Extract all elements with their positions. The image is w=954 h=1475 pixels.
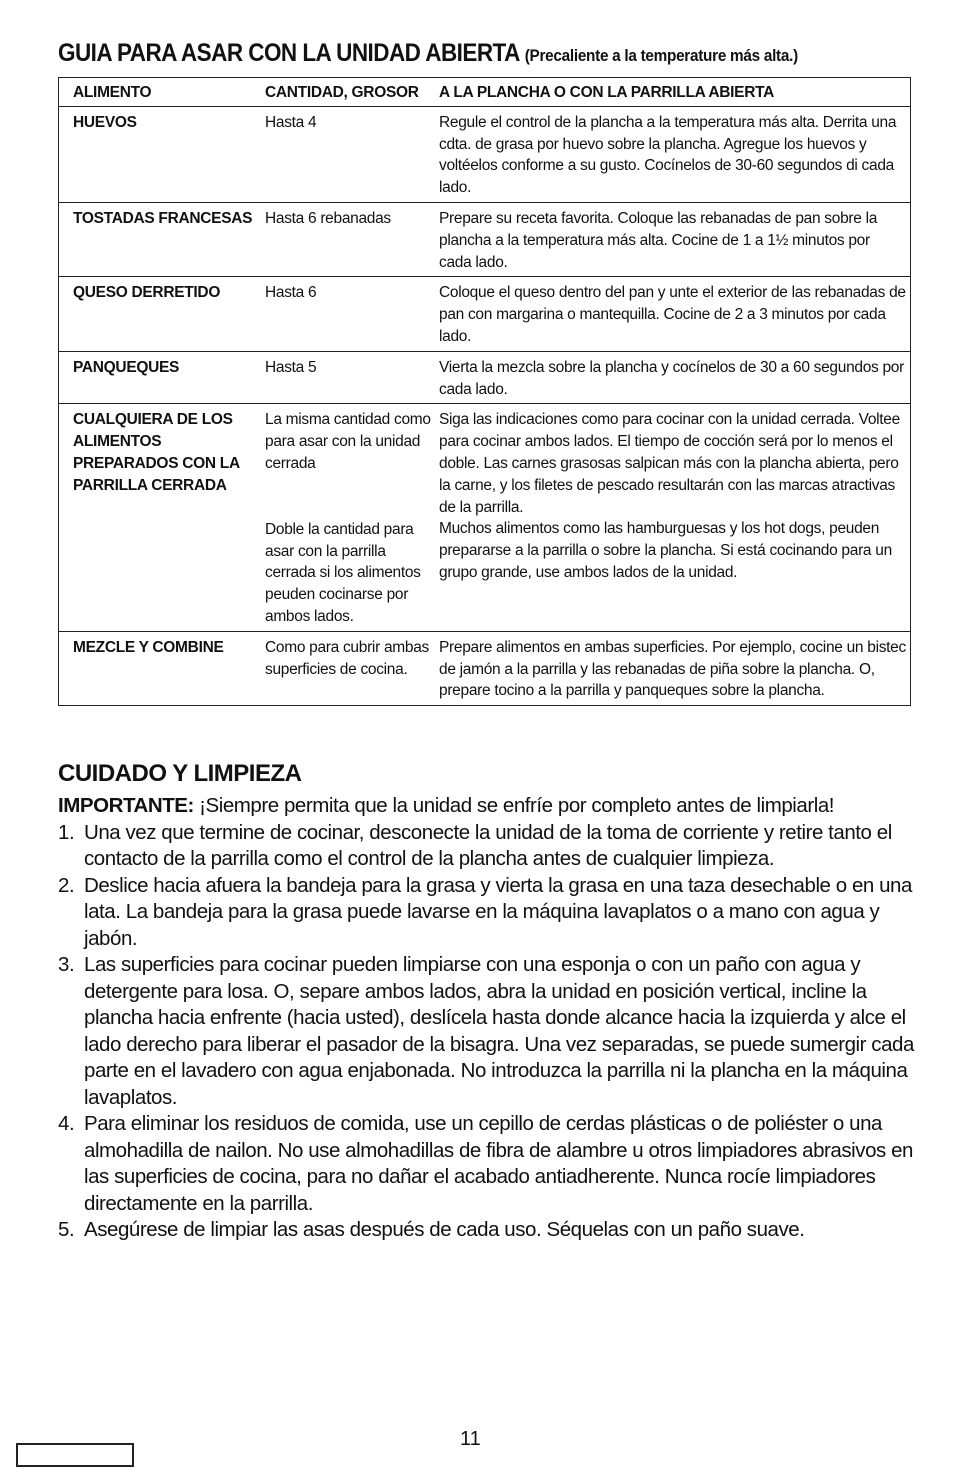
step-number: 5.: [58, 1218, 75, 1241]
instructions-cell: [439, 277, 911, 351]
step-text: Una vez que termine de cocinar, desconecte la unidad de la toma de corriente y retire tanto el contacto de la parrilla como el control de la plancha antes de cualquier limpieza.: [84, 820, 892, 870]
instructions-text: Prepare su receta favorita. Coloque las rebanadas de pan sobre la plancha a la temperatura más alta. Cocine de 1 a 1½ minutos por cada lado.: [439, 209, 878, 271]
care-section: [58, 793, 914, 1244]
instructions-cell: [439, 631, 911, 705]
amount-text: Hasta 4: [265, 113, 317, 131]
food-cell: QUESO DERRETIDO: [59, 277, 266, 351]
food-cell: MEZCLE Y COMBINE: [59, 631, 266, 705]
column-header-food: ALIMENTO: [59, 78, 266, 107]
amount-text: La misma cantidad como para asar con la unidad cerrada: [265, 411, 431, 472]
table-row: [59, 404, 911, 631]
care-steps-list: [58, 820, 914, 1244]
step-text: Las superficies para cocinar pueden limpiarse con una esponja o con un paño con agua y detergente para losa. O, separe ambos lados, abra la unidad en posición vertical, incline la plancha hacia enfrente (hacia usted), deslícela hasta donde alcance hacia la izquierda y alce el lado derecho para liberar el pasador de la bisagra. Una vez separadas, se puede sumergir cada parte en el lavadero con agua enjabonada. No introduzca la parrilla ni la plancha en la máquina lavaplatos.: [84, 953, 914, 1109]
page-number: 11: [460, 1428, 481, 1450]
amount-cell: [265, 106, 439, 202]
instructions-text: Prepare alimentos en ambas superficies. Por ejemplo, cocine un bistec de jamón a la parrilla y las rebanadas de piña sobre la plancha. O, prepare tocino a la parrilla y panqueques sobre la plancha.: [439, 638, 906, 700]
table-row: [59, 351, 911, 404]
amount-text: Hasta 5: [265, 358, 317, 376]
corner-box: [16, 1443, 134, 1467]
care-step: [58, 873, 914, 953]
food-cell: CUALQUIERA DE LOS ALIMENTOS PREPARADOS CON LA PARRILLA CERRADA: [59, 404, 266, 631]
title-main: GUIA PARA ASAR CON LA UNIDAD ABIERTA: [58, 39, 519, 67]
amount-cell: [265, 351, 439, 404]
step-number: 2.: [58, 873, 75, 897]
instructions-text: Coloque el queso dentro del pan y unte el exterior de las rebanadas de pan con margarina o mantequilla. Cocine de 2 a 3 minutos por cada lado.: [439, 284, 906, 345]
step-text: Para eliminar los residuos de comida, use un cepillo de cerdas plásticas o de poliéster o una almohadilla de nailon. No use almohadillas de fibra de alambre u otros limpiadores abrasivos en las superficies de cocina, para no dañar el acabado antiadherente. Nunca rocíe limpiadores directamente en la parrilla.: [84, 1112, 913, 1215]
instructions-text: Siga las indicaciones como para cocinar con la unidad cerrada. Voltee para cocinar ambos lados. El tiempo de cocción será por lo menos el doble. Las carnes grasosas salpican más con la plancha abierta, pero la carne, y los filetes de pescado resultarán con las marcas atractivas de la parrilla.: [439, 411, 900, 516]
table-row: [59, 202, 911, 276]
amount-text: Hasta 6 rebanadas: [265, 209, 391, 227]
step-number: 4.: [58, 1112, 75, 1135]
instructions-cell: [439, 404, 911, 631]
amount-text: Como para cubrir ambas superficies de cocina.: [265, 638, 429, 678]
instructions-text: Vierta la mezcla sobre la plancha y cocínelos de 30 a 60 segundos por cada lado.: [439, 358, 904, 398]
instructions-text: Muchos alimentos como las hamburguesas y los hot dogs, peuden prepararse a la parrilla o sobre la plancha. Si está cocinando para un grupo grande, use ambos lados de la unidad.: [439, 520, 892, 581]
care-section-title: CUIDADO Y LIMPIEZA: [58, 760, 302, 787]
table-row: [59, 277, 911, 351]
food-cell: HUEVOS: [59, 106, 266, 202]
amount-text: Doble la cantidad para asar con la parrilla cerrada si los alimentos peuden cocinarse por ambos lados.: [265, 520, 421, 625]
table-body: [59, 106, 911, 705]
step-number: 1.: [58, 820, 75, 844]
amount-cell: [265, 277, 439, 351]
instructions-text: Regule el control de la plancha a la temperatura más alta. Derrita una cdta. de grasa por huevo sobre la plancha. Agregue los huevos y voltéelos conforme a su gusto. Cocínelos de 30-60 segundos di cada lado.: [439, 113, 897, 197]
amount-cell: [265, 202, 439, 276]
instructions-cell: [439, 106, 911, 202]
amount-cell: [265, 404, 439, 631]
care-step: [58, 952, 914, 1111]
important-text: ¡Siempre permita que la unidad se enfríe por completo antes de limpiarla!: [193, 794, 835, 817]
amount-text: Hasta 6: [265, 284, 317, 302]
step-text: Asegúrese de limpiar las asas después de cada uso. Séquelas con un paño suave.: [84, 1218, 805, 1241]
column-header-amount: CANTIDAD, GROSOR: [265, 78, 439, 107]
title-note: (Precaliente a la temperature más alta.): [524, 46, 798, 65]
instructions-cell: [439, 202, 911, 276]
page-title: [58, 38, 832, 71]
table-header-row: [59, 78, 911, 107]
food-cell: PANQUEQUES: [59, 351, 266, 404]
important-label: IMPORTANTE:: [58, 794, 194, 817]
care-step: [58, 820, 914, 873]
column-header-instructions: A LA PLANCHA O CON LA PARRILLA ABIERTA: [439, 78, 911, 107]
care-step: [58, 1111, 914, 1217]
important-note: [58, 793, 914, 820]
step-text: Deslice hacia afuera la bandeja para la grasa y vierta la grasa en una taza desechable o en una lata. La bandeja para la grasa puede lavarse en la máquina lavaplatos o a mano con agua y jabón.: [84, 873, 912, 950]
table-row: [59, 106, 911, 202]
instructions-cell: [439, 351, 911, 404]
step-number: 3.: [58, 953, 75, 976]
food-cell: TOSTADAS FRANCESAS: [59, 202, 266, 276]
care-step: [58, 1217, 914, 1244]
amount-cell: [265, 631, 439, 705]
table-row: [59, 631, 911, 705]
grilling-guide-table: [58, 77, 911, 706]
